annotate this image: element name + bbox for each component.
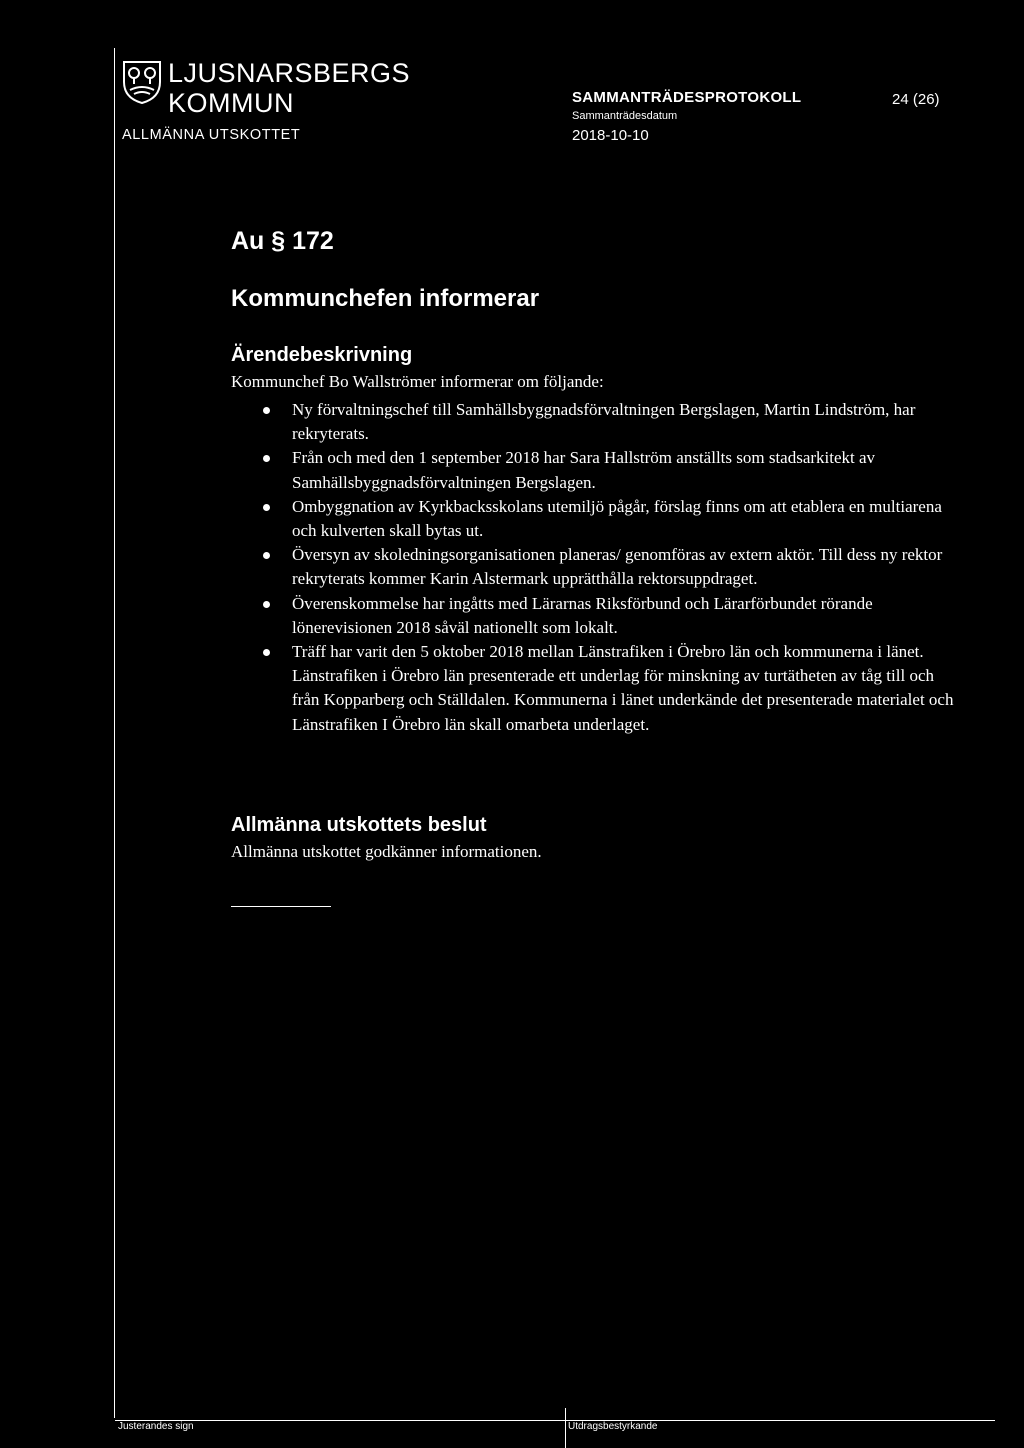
footer-divider xyxy=(115,1420,995,1421)
certification-label: Utdragsbestyrkande xyxy=(568,1421,658,1432)
bullet-icon xyxy=(263,649,270,656)
list-item xyxy=(260,446,960,494)
document-type: SAMMANTRÄDESPROTOKOLL xyxy=(572,89,802,106)
bullet-icon xyxy=(263,455,270,462)
description-intro: Kommunchef Bo Wallströmer informerar om följande: xyxy=(231,372,604,391)
bullet-icon xyxy=(263,601,270,608)
date-label: Sammanträdesdatum xyxy=(572,110,678,122)
bullet-icon xyxy=(263,552,270,559)
decision-text: Allmänna utskottet godkänner informationen. xyxy=(231,842,542,861)
section-number: Au § 172 xyxy=(231,227,334,255)
municipal-coat-of-arms-icon xyxy=(122,60,162,104)
list-item-text: Träff har varit den 5 oktober 2018 mellan Länstrafiken i Örebro län och kommunerna i länet. Länstrafiken i Örebro län presenterade ett underlag för minskning av turtätheten av tåg till och från Kopparberg och Ställdalen. Kommunerna i länet underkände det presenterade materialet och Länstrafiken I Örebro län skall omarbeta underlaget. xyxy=(292,642,954,734)
description-heading: Ärendebeskrivning xyxy=(231,344,413,366)
list-item-text: Ombyggnation av Kyrkbacksskolans utemiljö pågår, förslag finns om att etablera en multiarena och kulverten skall bytas ut. xyxy=(292,496,942,541)
org-name-line1: LJUSNARSBERGS xyxy=(168,58,411,88)
page-title: Kommunchefen informerar xyxy=(231,285,540,312)
decision-heading: Allmänna utskottets beslut xyxy=(231,814,487,836)
list-item xyxy=(260,398,960,446)
list-item-text: Överenskommelse har ingåtts med Lärarnas Riksförbund och Lärarförbundet rörande lönerevisionen 2018 såväl nationellt som lokalt. xyxy=(292,593,873,637)
list-item xyxy=(260,592,960,640)
list-item xyxy=(260,495,960,543)
list-item xyxy=(260,640,960,737)
signature-label: Justerandes sign xyxy=(118,1421,194,1432)
list-item-text: Från och med den 1 september 2018 har Sara Hallström anställts som stadsarkitekt av Samhällsbyggnadsförvaltningen Bergslagen. xyxy=(292,448,876,492)
list-item-text: Ny förvaltningschef till Samhällsbyggnadsförvaltningen Bergslagen, Martin Lindström, har rekryterats. xyxy=(292,400,916,444)
committee-name: ALLMÄNNA UTSKOTTET xyxy=(122,127,301,143)
meeting-date: 2018-10-10 xyxy=(572,127,649,144)
page-number: 24 (26) xyxy=(892,91,940,108)
bullet-list xyxy=(260,398,960,737)
bullet-icon xyxy=(263,407,270,414)
left-margin-line xyxy=(114,48,115,1418)
center-divider-line xyxy=(565,1408,566,1448)
bullet-icon xyxy=(263,504,270,511)
list-item xyxy=(260,543,960,591)
org-name-line2: KOMMUN xyxy=(168,88,294,118)
end-rule xyxy=(231,906,331,907)
list-item-text: Översyn av skoledningsorganisationen planeras/ genomföras av extern aktör. Till dess ny rektor rekryterats kommer Karin Alstermark upprätthålla rektorsuppdraget. xyxy=(292,545,943,589)
